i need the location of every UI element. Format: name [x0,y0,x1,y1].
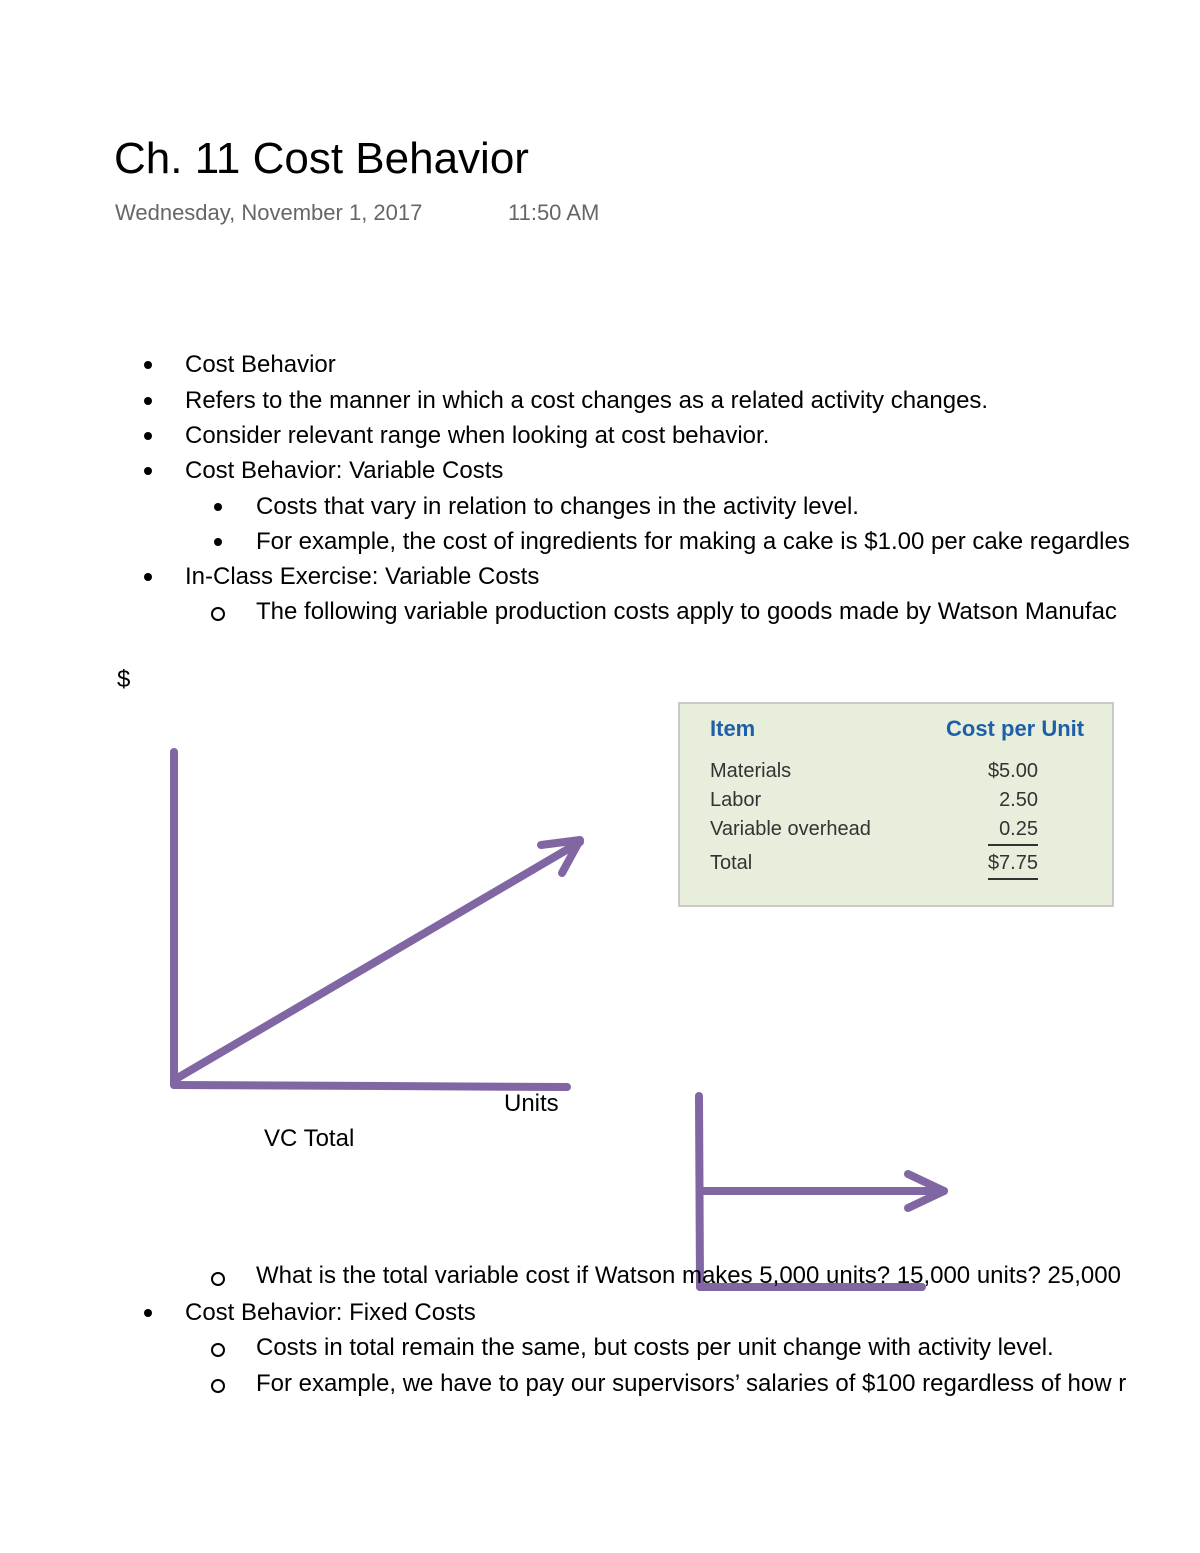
col-header-cost: Cost per Unit [946,716,1085,741]
list-item: In-Class Exercise: Variable Costs [185,563,540,590]
table-cell-cost: $5.00 [987,760,1038,782]
table-cell-cost: 2.50 [999,789,1038,811]
list-item: The following variable production costs apply to goods made by Watson Manufac [256,598,1117,625]
table-cell-item: Total [710,852,753,874]
list-item: For example, we have to pay our supervisors’ salaries of $100 regardless of how r [256,1370,1127,1397]
bullet-circle [211,1272,225,1286]
col-header-item: Item [710,716,756,741]
list-item: For example, the cost of ingredients for making a cake is $1.00 per cake regardles [256,528,1130,555]
fc-y-axis-line [699,1096,700,1287]
list-item: Cost Behavior: Fixed Costs [185,1299,476,1326]
bullet-dot [144,1309,152,1317]
list-item: Cost Behavior: Variable Costs [185,457,504,484]
list-item: Costs that vary in relation to changes in the activity level. [256,493,859,520]
table-cell-item: Labor [710,789,762,811]
bullet-circle [211,1379,225,1393]
sketch-caption: VC Total [264,1125,355,1152]
x-axis-label: Units [504,1090,559,1117]
x-axis-line [174,1085,567,1087]
bullet-circle [211,1343,225,1357]
list-item: Consider relevant range when looking at cost behavior. [185,422,770,449]
list-item: What is the total variable cost if Watson makes 5,000 units? 15,000 units? 25,000 [256,1262,1121,1289]
table-cell-item: Materials [710,760,792,782]
table-cell-cost: $7.75 [987,852,1038,874]
vc-total-line [174,842,580,1080]
page-time: 11:50 AM [508,200,600,225]
table-cell-item: Variable overhead [710,818,871,840]
table-cell-cost: 0.25 [999,818,1038,840]
page-title: Ch. 11 Cost Behavior [114,134,529,183]
list-item: Refers to the manner in which a cost changes as a related activity changes. [185,387,989,414]
y-axis-label: $ [117,666,131,693]
page-date: Wednesday, November 1, 2017 [115,200,423,225]
list-item: Cost Behavior [185,351,336,378]
list-item: Costs in total remain the same, but costs per unit change with activity level. [256,1334,1054,1361]
